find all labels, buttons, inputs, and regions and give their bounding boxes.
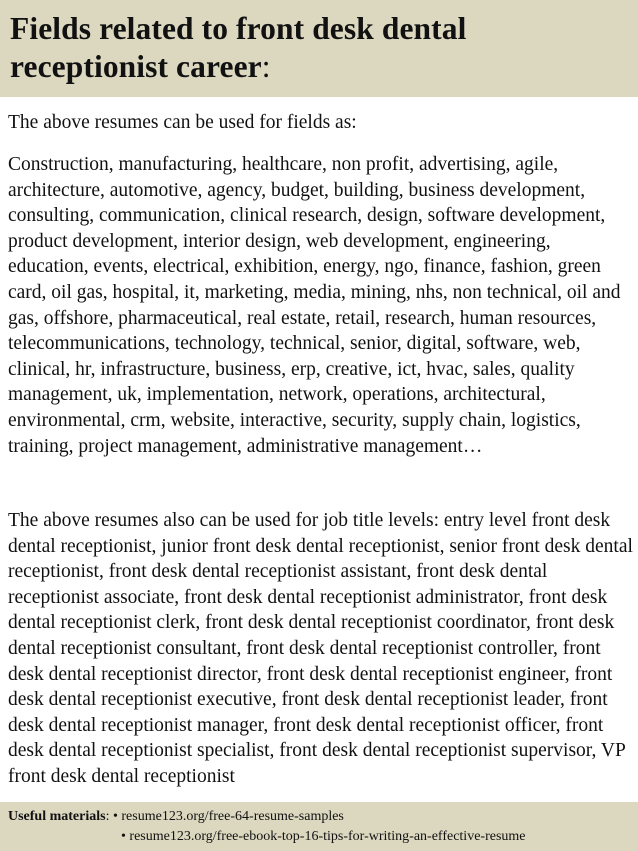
job-levels-paragraph: The above resumes also can be used for job title levels: entry level front desk dental receptionist, junior front desk dental receptionist, senior front desk dental receptionist, front desk dental receptionist assistant, front desk dental receptionist associate, front desk dental receptionist administrator, front desk dental receptionist clerk, front desk dental receptionist coordinator, front desk dental receptionist consultant, front desk dental receptionist controller, front desk dental receptionist director, front desk dental receptionist engineer, front desk dental receptionist executive, front desk dental receptionist leader, front desk dental receptionist manager, front desk dental receptionist officer, front desk dental receptionist specialist, front desk dental receptionist supervisor, VP front desk dental receptionist: [8, 510, 633, 787]
useful-materials-footer: [0, 802, 638, 851]
useful-materials-colon: :: [105, 809, 110, 824]
footer-link-samples[interactable]: • resume123.org/free-64-resume-samples: [112, 809, 344, 824]
page-title: [10, 10, 628, 86]
footer-row-1: [8, 807, 630, 827]
title-banner: [0, 0, 638, 97]
fields-paragraph: Construction, manufacturing, healthcare, non profit, advertising, agile, architecture, automotive, agency, budget, building, business development, consulting, communication, clinical research, design, software development, product development, interior design, web development, engineering, education, events, electrical, exhibition, energy, ngo, finance, fashion, green card, oil gas, hospital, it, marketing, media, mining, nhs, non technical, oil and gas, offshore, pharmaceutical, real estate, retail, research, human resources, telecommunications, technology, technical, senior, digital, software, web, clinical, hr, infrastructure, business, erp, creative, ict, hvac, sales, quality management, uk, implementation, network, operations, architectural, environmental, crm, website, interactive, security, supply chain, logistics, training, project management, administrative management…: [8, 154, 621, 457]
body-content: [8, 110, 633, 459]
job-levels-block: [8, 508, 633, 802]
footer-link-ebook[interactable]: • resume123.org/free-ebook-top-16-tips-for-writing-an-effective-resume: [121, 829, 526, 844]
useful-materials-label: Useful materials: [8, 809, 106, 824]
page-title-line-2: receptionist career: [10, 49, 262, 84]
page-title-line-1: Fields related to front desk dental: [10, 11, 467, 46]
title-colon: :: [261, 49, 271, 84]
footer-row-2: [8, 827, 630, 847]
intro-text: The above resumes can be used for fields as:: [8, 112, 357, 133]
